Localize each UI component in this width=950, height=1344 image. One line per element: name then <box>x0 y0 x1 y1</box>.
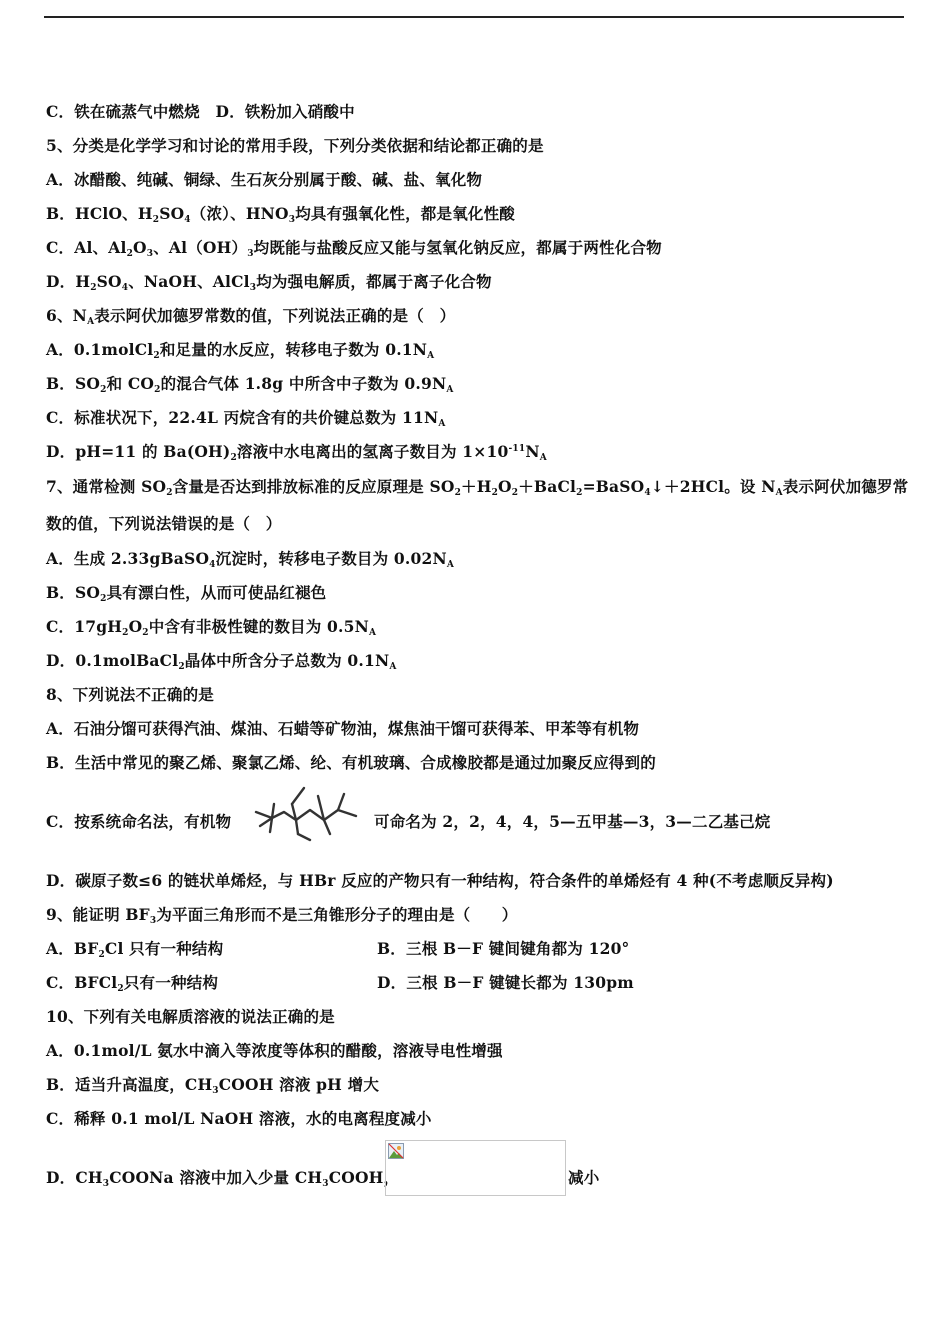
q9-option-b: B．三根 B－F 键间键角都为 120° <box>377 939 630 958</box>
skeletal-structure-image <box>252 782 364 844</box>
q7-stem-line1: 7、通常检测 $SO_2$含量是否达到排放标准的反应原理是 $SO_2+H_2O_2+BaCl_2=BaSO_4↓+2HCl$。设 $N_A$表示阿伏加德罗常 <box>46 477 909 498</box>
q9-options-ab <box>46 939 630 960</box>
q6-option-c: C．标准状况下，22.4L 丙烷含有的共价键总数为 $11N_A$ <box>46 408 446 429</box>
q8-option-d: D．碳原子数≤6 的链状单烯烃，与 HBr 反应的产物只有一种结构，符合条件的单烯烃有 4 种(不考虑顺反异构) <box>46 871 834 890</box>
broken-image-icon <box>388 1143 404 1159</box>
q5-option-d: D．$H_2SO_4$、NaOH、AlCl$_3$均为强电解质，都属于离子化合物 <box>46 272 492 293</box>
q4-option-c: C．铁在硫蒸气中燃烧 <box>46 102 200 121</box>
q8-option-b: B．生活中常见的聚乙烯、聚氯乙烯、纶、有机玻璃、合成橡胶都是通过加聚反应得到的 <box>46 753 656 772</box>
q5-option-b: B．HClO、$H_2SO_4$（浓）、$HNO_3$均具有强氧化性，都是氧化性酸 <box>46 204 516 225</box>
q8-option-a: A．石油分馏可获得汽油、煤油、石蜡等矿物油，煤焦油干馏可获得苯、甲苯等有机物 <box>46 719 640 738</box>
q7-option-a: A．生成 2.33gBaSO$_4$沉淀时，转移电子数目为 $0.02N_A$ <box>46 549 455 570</box>
q7-option-c: C．$17gH_2O_2$中含有非极性键的数目为 $0.5N_A$ <box>46 617 377 638</box>
q5-option-c: C．Al、$Al_2O_3$、$Al(OH)_3$均既能与盐酸反应又能与氢氧化钠反应，都属于两性化合物 <box>46 238 662 259</box>
q9-option-a: A．$BF_2Cl$ 只有一种结构 <box>46 939 224 960</box>
q9-stem: 9、能证明 $BF_3$为平面三角形而不是三角锥形分子的理由是（ ） <box>46 905 518 926</box>
q9-option-c: C．BFCl$_2$只有一种结构 <box>46 973 219 994</box>
q4-option-c-d <box>46 102 355 122</box>
q7-option-b: B．$SO_2$具有漂白性，从而可使品红褪色 <box>46 583 327 604</box>
q10-option-d-prefix: D．$CH_3COONa$ 溶液中加入少量 $CH_3COOH$， <box>46 1168 400 1189</box>
q10-stem: 10、下列有关电解质溶液的说法正确的是 <box>46 1007 335 1026</box>
q5-stem: 5、分类是化学学习和讨论的常用手段，下列分类依据和结论都正确的是 <box>46 136 544 155</box>
q9-options-cd <box>46 973 634 994</box>
q8-option-c-suffix: 可命名为 2，2，4，4，5—五甲基—3，3—二乙基己烷 <box>374 812 771 831</box>
q10-option-b: B．适当升高温度，$CH_3COOH$ 溶液 pH 增大 <box>46 1075 380 1096</box>
broken-image-placeholder <box>385 1140 566 1196</box>
q6-option-b: B．$SO_2$和 $CO_2$的混合气体 1.8g 中所含中子数为 $0.9N_A$ <box>46 374 454 395</box>
q6-option-a: A．0.1molCl$_2$和足量的水反应，转移电子数为 $0.1N_A$ <box>46 340 435 361</box>
q8-stem: 8、下列说法不正确的是 <box>46 685 214 704</box>
q10-option-a: A．0.1mol/L 氨水中滴入等浓度等体积的醋酸，溶液导电性增强 <box>46 1041 503 1060</box>
q10-option-d-suffix: 减小 <box>568 1168 600 1187</box>
q8-option-c-prefix: C．按系统命名法，有机物 <box>46 812 232 831</box>
q7-stem-line2: 数的值，下列说法错误的是（ ） <box>46 514 282 533</box>
q9-option-d: D．三根 B－F 键键长都为 130pm <box>377 973 634 992</box>
q6-stem: 6、$N_A$表示阿伏加德罗常数的值，下列说法正确的是（ ） <box>46 306 456 327</box>
q7-option-d: D．0.1molBaCl$_2$晶体中所含分子总数为 $0.1N_A$ <box>46 651 397 672</box>
header-rule <box>44 16 904 18</box>
q6-option-d: D．pH=11 的 $Ba(OH)_2$溶液中水电离出的氢离子数目为 $1\times 10^{-11}N_A$ <box>46 442 547 463</box>
q4-option-d: D．铁粉加入硝酸中 <box>215 102 355 121</box>
q10-option-c: C．稀释 0.1 mol/L NaOH 溶液，水的电离程度减小 <box>46 1109 432 1128</box>
q5-option-a: A．冰醋酸、纯碱、铜绿、生石灰分别属于酸、碱、盐、氧化物 <box>46 170 483 189</box>
